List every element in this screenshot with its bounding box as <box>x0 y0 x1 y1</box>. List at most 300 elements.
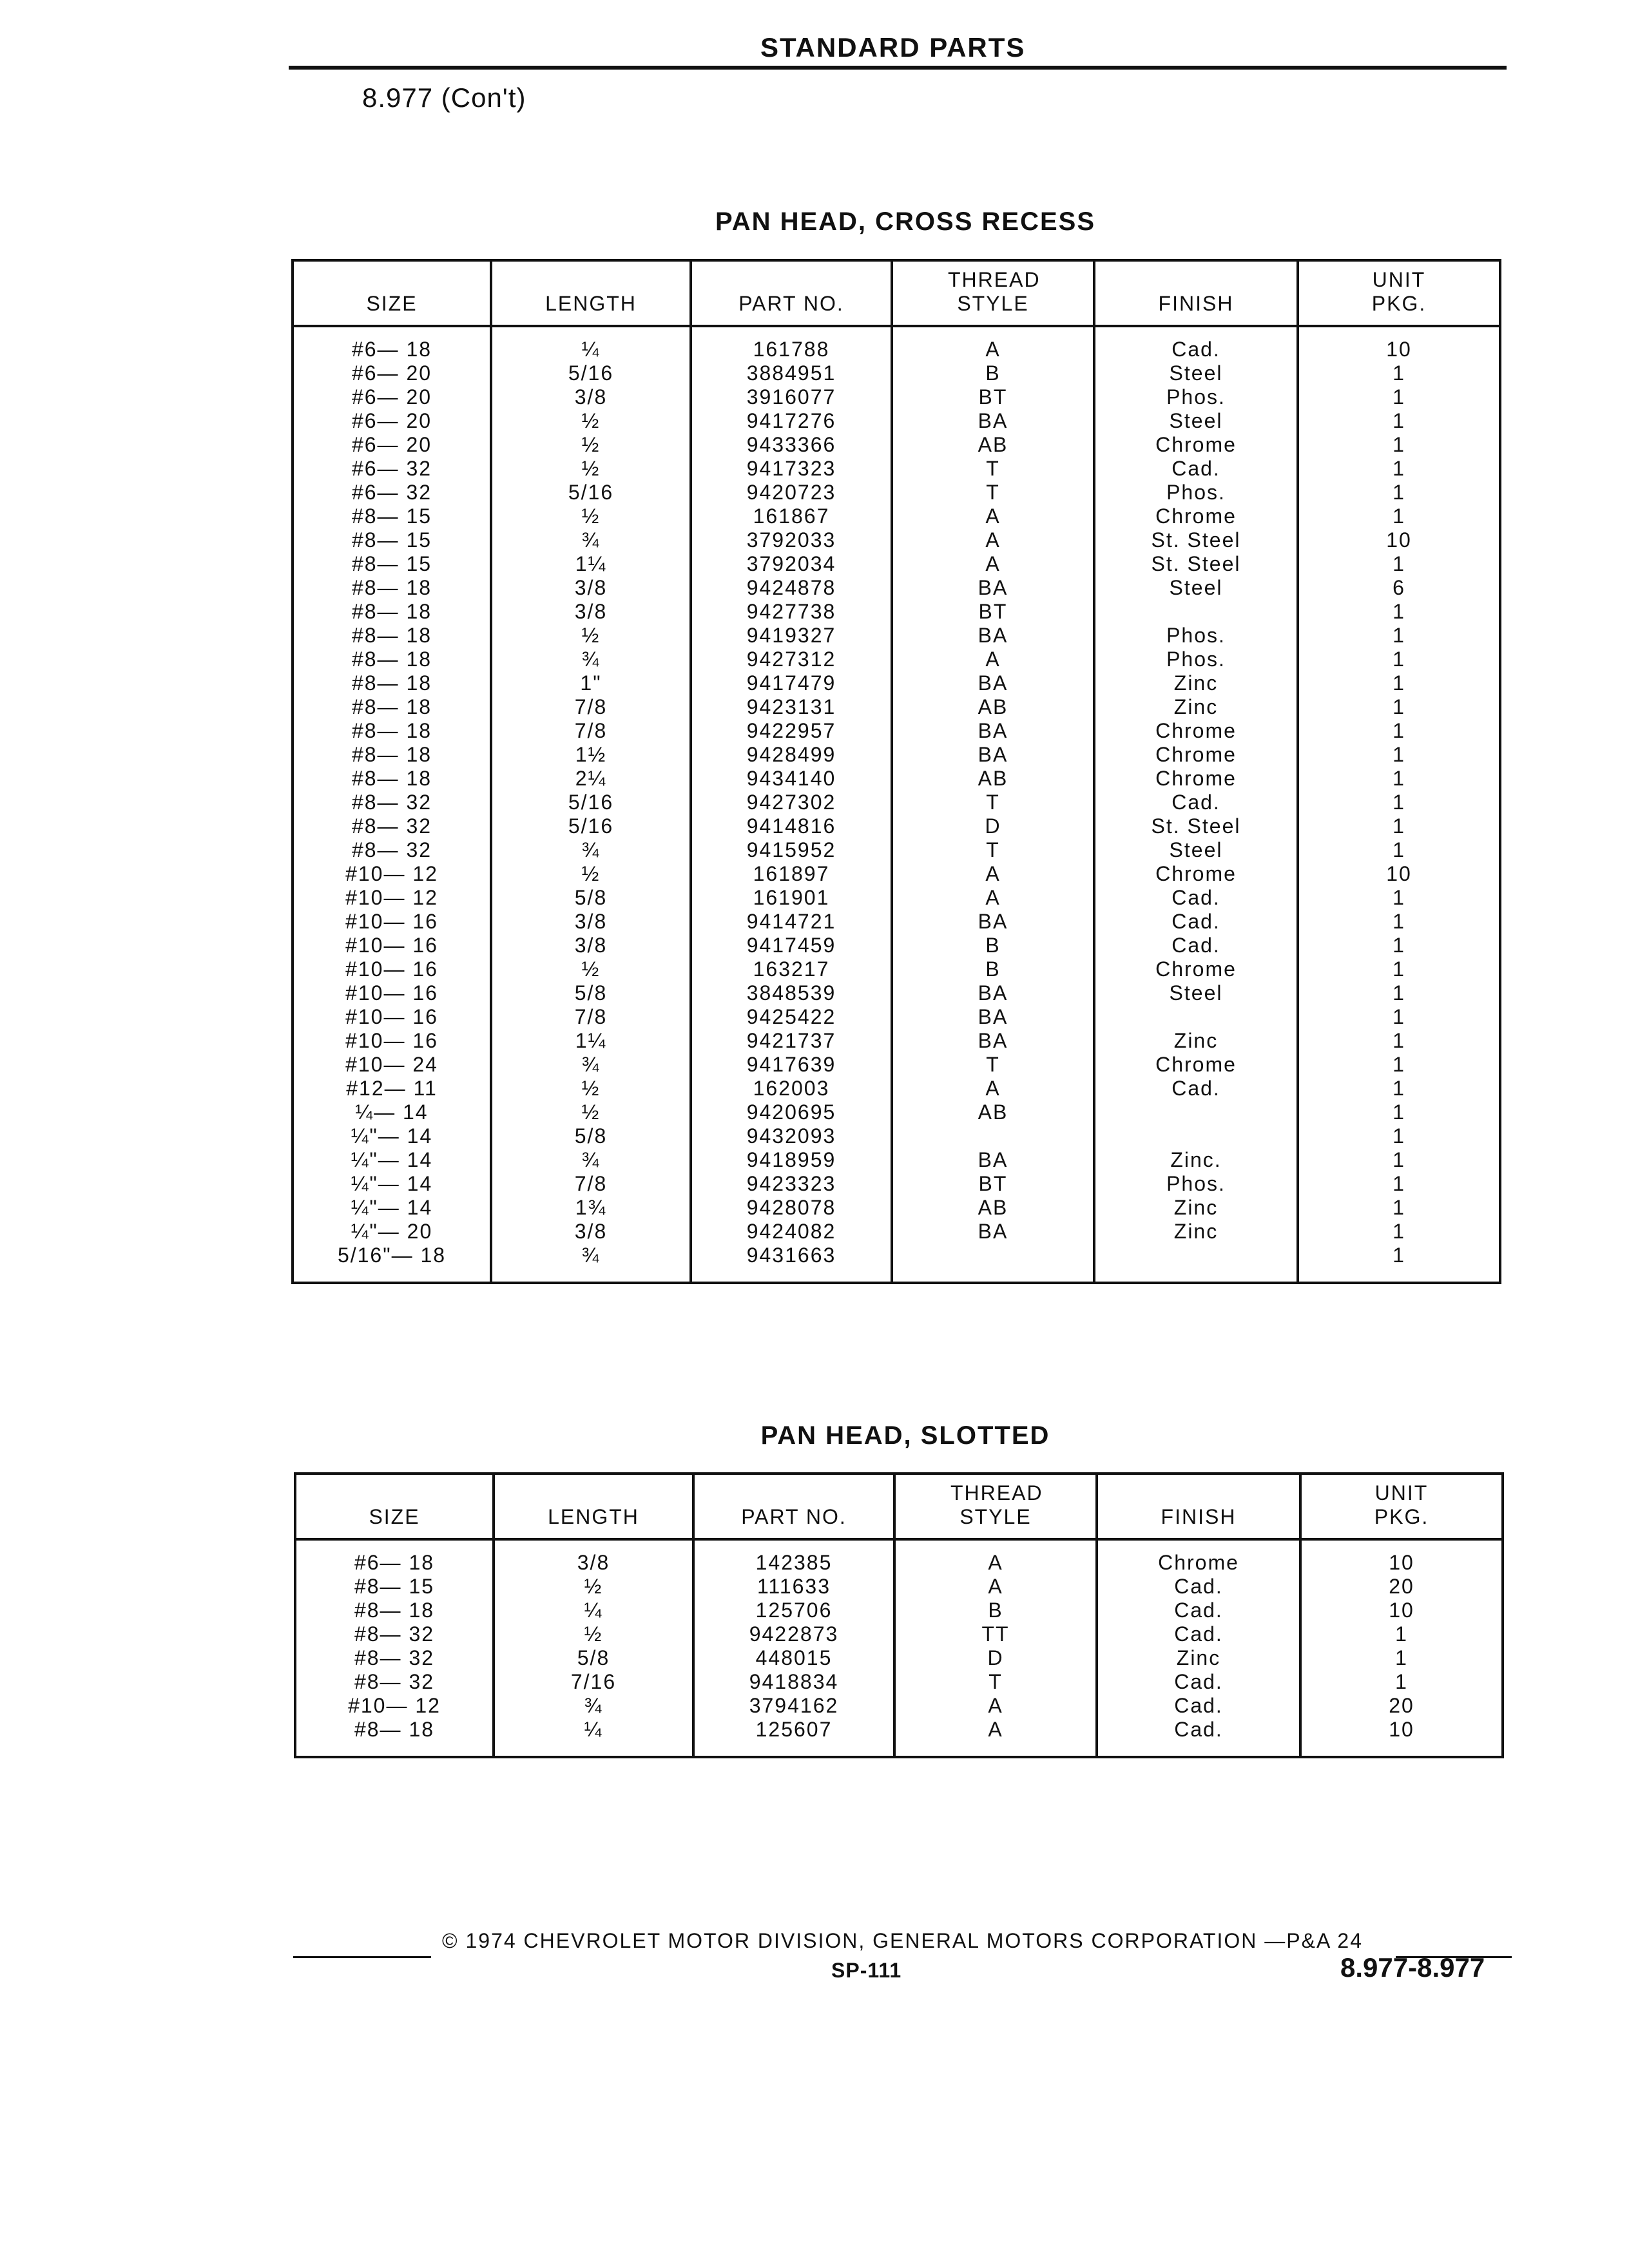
unit-pkg-cell: 1 <box>1298 624 1500 648</box>
unit-pkg-cell: 1 <box>1298 886 1500 910</box>
table-header-row <box>293 260 1500 326</box>
unit-pkg-cell: 1 <box>1298 957 1500 981</box>
thread-style-cell: T <box>892 791 1094 814</box>
column-header-length: LENGTH <box>494 1474 693 1539</box>
thread-style-cell: A <box>892 528 1094 552</box>
size-cell: #10— 16 <box>293 1029 491 1053</box>
unit-pkg-cell: 10 <box>1298 862 1500 886</box>
thread-style-cell: T <box>894 1670 1097 1694</box>
finish-cell: Phos. <box>1094 1172 1298 1196</box>
length-cell: 5/8 <box>494 1646 693 1670</box>
thread-style-cell: A <box>892 886 1094 910</box>
size-cell: #8— 18 <box>293 719 491 743</box>
thread-style-cell: BA <box>892 910 1094 934</box>
finish-cell: Cad. <box>1097 1694 1300 1718</box>
unit-pkg-cell: 1 <box>1298 1196 1500 1220</box>
table-row <box>293 1220 1500 1244</box>
column-header-unit-pkg <box>1298 260 1500 326</box>
unit-pkg-cell: 1 <box>1300 1670 1503 1694</box>
column-header-unit-pkg-label: UNIT PKG. <box>1371 268 1427 315</box>
unit-pkg-cell: 10 <box>1298 326 1500 361</box>
table-row <box>293 957 1500 981</box>
thread-style-cell: BA <box>892 576 1094 600</box>
finish-cell: Cad. <box>1094 1077 1298 1100</box>
table-row <box>293 624 1500 648</box>
column-header-size: SIZE <box>295 1474 494 1539</box>
length-cell: ¼ <box>494 1718 693 1757</box>
table-row <box>293 528 1500 552</box>
size-cell: #6— 20 <box>293 361 491 385</box>
thread-style-cell: BT <box>892 385 1094 409</box>
finish-cell: Phos. <box>1094 481 1298 505</box>
unit-pkg-cell: 1 <box>1298 457 1500 481</box>
length-cell: ¼ <box>494 1599 693 1622</box>
unit-pkg-cell: 10 <box>1298 528 1500 552</box>
length-cell: ½ <box>494 1622 693 1646</box>
part-no-cell: 111633 <box>693 1575 894 1599</box>
column-header-part-no: PART NO. <box>691 260 892 326</box>
finish-cell: Phos. <box>1094 624 1298 648</box>
length-cell: ¾ <box>494 1694 693 1718</box>
slotted-table-body <box>295 1539 1503 1757</box>
finish-cell: Chrome <box>1094 719 1298 743</box>
part-no-cell: 9417323 <box>691 457 892 481</box>
thread-style-cell: BA <box>892 624 1094 648</box>
part-no-cell: 125607 <box>693 1718 894 1757</box>
table-row <box>293 838 1500 862</box>
size-cell: #8— 18 <box>293 648 491 671</box>
table-row <box>293 600 1500 624</box>
finish-cell: Cad. <box>1097 1622 1300 1646</box>
part-no-cell: 9422873 <box>693 1622 894 1646</box>
length-cell: ½ <box>491 1100 691 1124</box>
unit-pkg-cell: 1 <box>1298 934 1500 957</box>
table-row <box>293 576 1500 600</box>
unit-pkg-cell: 1 <box>1298 814 1500 838</box>
column-header-thread-style-label: THREAD STYLE <box>948 268 1041 315</box>
table-row <box>295 1718 1503 1757</box>
table-row <box>293 719 1500 743</box>
finish-cell: Chrome <box>1094 767 1298 791</box>
length-cell: ½ <box>491 505 691 528</box>
length-cell: 3/8 <box>491 934 691 957</box>
finish-cell: Cad. <box>1094 886 1298 910</box>
thread-style-cell <box>892 1124 1094 1148</box>
unit-pkg-cell: 1 <box>1298 791 1500 814</box>
length-cell: 5/8 <box>491 886 691 910</box>
size-cell: #8— 18 <box>293 695 491 719</box>
table-row <box>293 1148 1500 1172</box>
table-row <box>293 552 1500 576</box>
part-no-cell: 3792034 <box>691 552 892 576</box>
size-cell: #8— 32 <box>295 1670 494 1694</box>
finish-cell: Cad. <box>1094 326 1298 361</box>
size-cell: #6— 20 <box>293 385 491 409</box>
part-no-cell: 9431663 <box>691 1244 892 1283</box>
slotted-parts-table <box>294 1472 1504 1758</box>
part-no-cell: 448015 <box>693 1646 894 1670</box>
unit-pkg-cell: 6 <box>1298 576 1500 600</box>
column-header-finish: FINISH <box>1097 1474 1300 1539</box>
length-cell: 5/16 <box>491 481 691 505</box>
table-header-row <box>295 1474 1503 1539</box>
unit-pkg-cell: 1 <box>1298 838 1500 862</box>
finish-cell: Phos. <box>1094 385 1298 409</box>
table-row <box>293 1100 1500 1124</box>
unit-pkg-cell: 1 <box>1298 1029 1500 1053</box>
finish-cell: Zinc <box>1094 1220 1298 1244</box>
thread-style-cell: BA <box>892 743 1094 767</box>
cross-recess-parts-table <box>291 259 1501 1284</box>
table-row <box>293 862 1500 886</box>
length-cell: 3/8 <box>491 1220 691 1244</box>
size-cell: #8— 15 <box>293 505 491 528</box>
part-no-cell: 9428078 <box>691 1196 892 1220</box>
table-row <box>293 1029 1500 1053</box>
table-row <box>293 1172 1500 1196</box>
part-no-cell: 9422957 <box>691 719 892 743</box>
finish-cell: Chrome <box>1094 957 1298 981</box>
thread-style-cell: A <box>892 326 1094 361</box>
size-cell: #8— 18 <box>293 576 491 600</box>
part-no-cell: 9423131 <box>691 695 892 719</box>
finish-cell: St. Steel <box>1094 814 1298 838</box>
thread-style-cell: A <box>892 1077 1094 1100</box>
thread-style-cell: B <box>892 934 1094 957</box>
part-no-cell: 142385 <box>693 1539 894 1575</box>
unit-pkg-cell: 1 <box>1298 1148 1500 1172</box>
length-cell: ¼ <box>491 326 691 361</box>
unit-pkg-cell: 1 <box>1298 671 1500 695</box>
unit-pkg-cell: 1 <box>1298 743 1500 767</box>
thread-style-cell: BA <box>892 409 1094 433</box>
size-cell: ¼"— 14 <box>293 1172 491 1196</box>
finish-cell: Zinc <box>1094 1196 1298 1220</box>
size-cell: #10— 12 <box>293 886 491 910</box>
table-row <box>293 648 1500 671</box>
thread-style-cell: A <box>892 862 1094 886</box>
table-row <box>293 385 1500 409</box>
part-no-cell: 9427302 <box>691 791 892 814</box>
size-cell: #10— 24 <box>293 1053 491 1077</box>
table-row <box>293 767 1500 791</box>
part-no-cell: 9434140 <box>691 767 892 791</box>
thread-style-cell: T <box>892 481 1094 505</box>
slotted-table-title: PAN HEAD, SLOTTED <box>760 1421 1050 1450</box>
finish-cell: Zinc <box>1094 1029 1298 1053</box>
part-no-cell: 9421737 <box>691 1029 892 1053</box>
unit-pkg-cell: 1 <box>1298 361 1500 385</box>
length-cell: 3/8 <box>491 910 691 934</box>
finish-cell: Zinc. <box>1094 1148 1298 1172</box>
length-cell: 7/8 <box>491 1172 691 1196</box>
size-cell: #8— 18 <box>293 600 491 624</box>
thread-style-cell: AB <box>892 433 1094 457</box>
size-cell: ¼— 14 <box>293 1100 491 1124</box>
table-row <box>293 671 1500 695</box>
length-cell: ¾ <box>491 838 691 862</box>
finish-cell: Steel <box>1094 981 1298 1005</box>
part-no-cell: 161867 <box>691 505 892 528</box>
length-cell: ½ <box>491 409 691 433</box>
table-row <box>295 1646 1503 1670</box>
table-row <box>293 886 1500 910</box>
finish-cell: Chrome <box>1094 862 1298 886</box>
length-cell: ¾ <box>491 1148 691 1172</box>
finish-cell: Chrome <box>1097 1539 1300 1575</box>
part-no-cell: 163217 <box>691 957 892 981</box>
unit-pkg-cell: 10 <box>1300 1718 1503 1757</box>
thread-style-cell: AB <box>892 767 1094 791</box>
thread-style-cell: BA <box>892 1148 1094 1172</box>
footer-copyright: © 1974 CHEVROLET MOTOR DIVISION, GENERAL MOTORS CORPORATION —P&A 24 <box>442 1929 1363 1952</box>
table-row <box>295 1622 1503 1646</box>
finish-cell: Cad. <box>1094 791 1298 814</box>
finish-cell <box>1094 1244 1298 1283</box>
thread-style-cell: BA <box>892 1029 1094 1053</box>
part-no-cell: 9414721 <box>691 910 892 934</box>
thread-style-cell: B <box>892 957 1094 981</box>
column-header-finish: FINISH <box>1094 260 1298 326</box>
finish-cell: Chrome <box>1094 505 1298 528</box>
part-no-cell: 9418959 <box>691 1148 892 1172</box>
unit-pkg-cell: 1 <box>1298 910 1500 934</box>
footer-rule-left <box>293 1956 431 1958</box>
length-cell: ¾ <box>491 1053 691 1077</box>
size-cell: #10— 12 <box>293 862 491 886</box>
part-no-cell: 9428499 <box>691 743 892 767</box>
thread-style-cell: BT <box>892 1172 1094 1196</box>
table-row <box>293 481 1500 505</box>
length-cell: ½ <box>494 1575 693 1599</box>
finish-cell: Cad. <box>1094 910 1298 934</box>
part-no-cell: 3792033 <box>691 528 892 552</box>
size-cell: #6— 18 <box>295 1539 494 1575</box>
table-row <box>293 361 1500 385</box>
thread-style-cell: T <box>892 838 1094 862</box>
length-cell: ½ <box>491 1077 691 1100</box>
size-cell: #10— 12 <box>295 1694 494 1718</box>
unit-pkg-cell: 1 <box>1298 600 1500 624</box>
column-header-thread-style <box>894 1474 1097 1539</box>
thread-style-cell: A <box>892 552 1094 576</box>
length-cell: 7/16 <box>494 1670 693 1694</box>
table-row <box>293 1005 1500 1029</box>
finish-cell: Zinc <box>1097 1646 1300 1670</box>
table-row <box>293 981 1500 1005</box>
thread-style-cell: AB <box>892 1196 1094 1220</box>
table-row <box>293 326 1500 361</box>
table-row <box>293 743 1500 767</box>
length-cell: 7/8 <box>491 695 691 719</box>
thread-style-cell: A <box>894 1539 1097 1575</box>
thread-style-cell: D <box>892 814 1094 838</box>
length-cell: 1¼ <box>491 1029 691 1053</box>
part-no-cell: 3848539 <box>691 981 892 1005</box>
footer-page-code: SP-111 <box>831 1959 902 1982</box>
thread-style-cell: AB <box>892 695 1094 719</box>
table-row <box>293 910 1500 934</box>
unit-pkg-cell: 20 <box>1300 1694 1503 1718</box>
length-cell: 5/16 <box>491 814 691 838</box>
table-row <box>293 1244 1500 1283</box>
unit-pkg-cell: 1 <box>1298 1077 1500 1100</box>
thread-style-cell: T <box>892 1053 1094 1077</box>
finish-cell: St. Steel <box>1094 528 1298 552</box>
thread-style-cell: BA <box>892 1005 1094 1029</box>
unit-pkg-cell: 1 <box>1298 1100 1500 1124</box>
table-row <box>295 1670 1503 1694</box>
thread-style-cell: B <box>894 1599 1097 1622</box>
page-header-title: STANDARD PARTS <box>760 32 1026 62</box>
length-cell: 1" <box>491 671 691 695</box>
size-cell: #6— 32 <box>293 481 491 505</box>
length-cell: ½ <box>491 457 691 481</box>
unit-pkg-cell: 1 <box>1298 981 1500 1005</box>
length-cell: 3/8 <box>494 1539 693 1575</box>
thread-style-cell: D <box>894 1646 1097 1670</box>
part-no-cell: 9432093 <box>691 1124 892 1148</box>
finish-cell <box>1094 600 1298 624</box>
thread-style-cell: A <box>894 1718 1097 1757</box>
length-cell: ¾ <box>491 1244 691 1283</box>
length-cell: 2¼ <box>491 767 691 791</box>
size-cell: #8— 15 <box>295 1575 494 1599</box>
unit-pkg-cell: 1 <box>1298 1005 1500 1029</box>
size-cell: ¼"— 20 <box>293 1220 491 1244</box>
part-no-cell: 9417276 <box>691 409 892 433</box>
size-cell: #10— 16 <box>293 957 491 981</box>
part-no-cell: 9425422 <box>691 1005 892 1029</box>
part-no-cell: 9419327 <box>691 624 892 648</box>
finish-cell: Chrome <box>1094 433 1298 457</box>
unit-pkg-cell: 1 <box>1300 1646 1503 1670</box>
thread-style-cell: A <box>892 648 1094 671</box>
table-row <box>293 505 1500 528</box>
table-row <box>293 814 1500 838</box>
table-row <box>293 1053 1500 1077</box>
size-cell: #8— 18 <box>293 767 491 791</box>
part-no-cell: 9427312 <box>691 648 892 671</box>
length-cell: 3/8 <box>491 576 691 600</box>
unit-pkg-cell: 1 <box>1298 1124 1500 1148</box>
length-cell: 5/16 <box>491 791 691 814</box>
finish-cell: Cad. <box>1094 934 1298 957</box>
cross-recess-table-title: PAN HEAD, CROSS RECESS <box>715 207 1095 236</box>
size-cell: #6— 18 <box>293 326 491 361</box>
unit-pkg-cell: 1 <box>1298 719 1500 743</box>
size-cell: ¼"— 14 <box>293 1124 491 1148</box>
part-no-cell: 3916077 <box>691 385 892 409</box>
column-header-thread-style <box>892 260 1094 326</box>
part-no-cell: 125706 <box>693 1599 894 1622</box>
length-cell: 1¼ <box>491 552 691 576</box>
size-cell: #8— 32 <box>293 838 491 862</box>
thread-style-cell: BA <box>892 671 1094 695</box>
table-row <box>293 1077 1500 1100</box>
thread-style-cell: AB <box>892 1100 1094 1124</box>
size-cell: #8— 32 <box>293 791 491 814</box>
size-cell: #8— 32 <box>295 1646 494 1670</box>
part-no-cell: 9420695 <box>691 1100 892 1124</box>
unit-pkg-cell: 1 <box>1298 767 1500 791</box>
unit-pkg-cell: 1 <box>1298 409 1500 433</box>
part-no-cell: 9418834 <box>693 1670 894 1694</box>
part-no-cell: 9415952 <box>691 838 892 862</box>
unit-pkg-cell: 1 <box>1298 505 1500 528</box>
table-row <box>293 695 1500 719</box>
length-cell: ½ <box>491 862 691 886</box>
unit-pkg-cell: 10 <box>1300 1539 1503 1575</box>
size-cell: #8— 18 <box>293 671 491 695</box>
table-row <box>293 433 1500 457</box>
finish-cell: Cad. <box>1097 1599 1300 1622</box>
unit-pkg-cell: 1 <box>1298 1053 1500 1077</box>
thread-style-cell: TT <box>894 1622 1097 1646</box>
table-row <box>293 1124 1500 1148</box>
unit-pkg-cell: 10 <box>1300 1599 1503 1622</box>
part-no-cell: 9420723 <box>691 481 892 505</box>
size-cell: #10— 16 <box>293 910 491 934</box>
part-no-cell: 9427738 <box>691 600 892 624</box>
part-no-cell: 9424878 <box>691 576 892 600</box>
part-no-cell: 9417479 <box>691 671 892 695</box>
length-cell: 5/8 <box>491 981 691 1005</box>
thread-style-cell: B <box>892 361 1094 385</box>
unit-pkg-cell: 20 <box>1300 1575 1503 1599</box>
footer-section-range: 8.977-8.977 <box>1340 1952 1485 1983</box>
length-cell: 7/8 <box>491 719 691 743</box>
part-no-cell: 162003 <box>691 1077 892 1100</box>
table-row <box>293 791 1500 814</box>
length-cell: 1½ <box>491 743 691 767</box>
thread-style-cell: BA <box>892 1220 1094 1244</box>
finish-cell <box>1094 1124 1298 1148</box>
unit-pkg-cell: 1 <box>1298 695 1500 719</box>
thread-style-cell: A <box>894 1575 1097 1599</box>
size-cell: #6— 20 <box>293 409 491 433</box>
size-cell: #8— 32 <box>295 1622 494 1646</box>
thread-style-cell: A <box>892 505 1094 528</box>
part-no-cell: 161788 <box>691 326 892 361</box>
header-rule <box>289 66 1507 70</box>
finish-cell: Zinc <box>1094 671 1298 695</box>
unit-pkg-cell: 1 <box>1298 552 1500 576</box>
part-no-cell: 9417639 <box>691 1053 892 1077</box>
column-header-length: LENGTH <box>491 260 691 326</box>
part-no-cell: 161901 <box>691 886 892 910</box>
unit-pkg-cell: 1 <box>1298 1172 1500 1196</box>
size-cell: #8— 18 <box>295 1599 494 1622</box>
table-row <box>295 1599 1503 1622</box>
length-cell: 3/8 <box>491 385 691 409</box>
finish-cell: Steel <box>1094 409 1298 433</box>
unit-pkg-cell: 1 <box>1298 1244 1500 1283</box>
size-cell: #8— 15 <box>293 528 491 552</box>
length-cell: ½ <box>491 433 691 457</box>
size-cell: 5/16"— 18 <box>293 1244 491 1283</box>
size-cell: #10— 16 <box>293 1005 491 1029</box>
length-cell: 5/16 <box>491 361 691 385</box>
length-cell: ¾ <box>491 648 691 671</box>
table-row <box>295 1694 1503 1718</box>
part-no-cell: 3794162 <box>693 1694 894 1718</box>
finish-cell <box>1094 1005 1298 1029</box>
part-no-cell: 3884951 <box>691 361 892 385</box>
size-cell: #8— 18 <box>293 624 491 648</box>
size-cell: #8— 18 <box>293 743 491 767</box>
section-reference: 8.977 (Con't) <box>362 82 526 113</box>
